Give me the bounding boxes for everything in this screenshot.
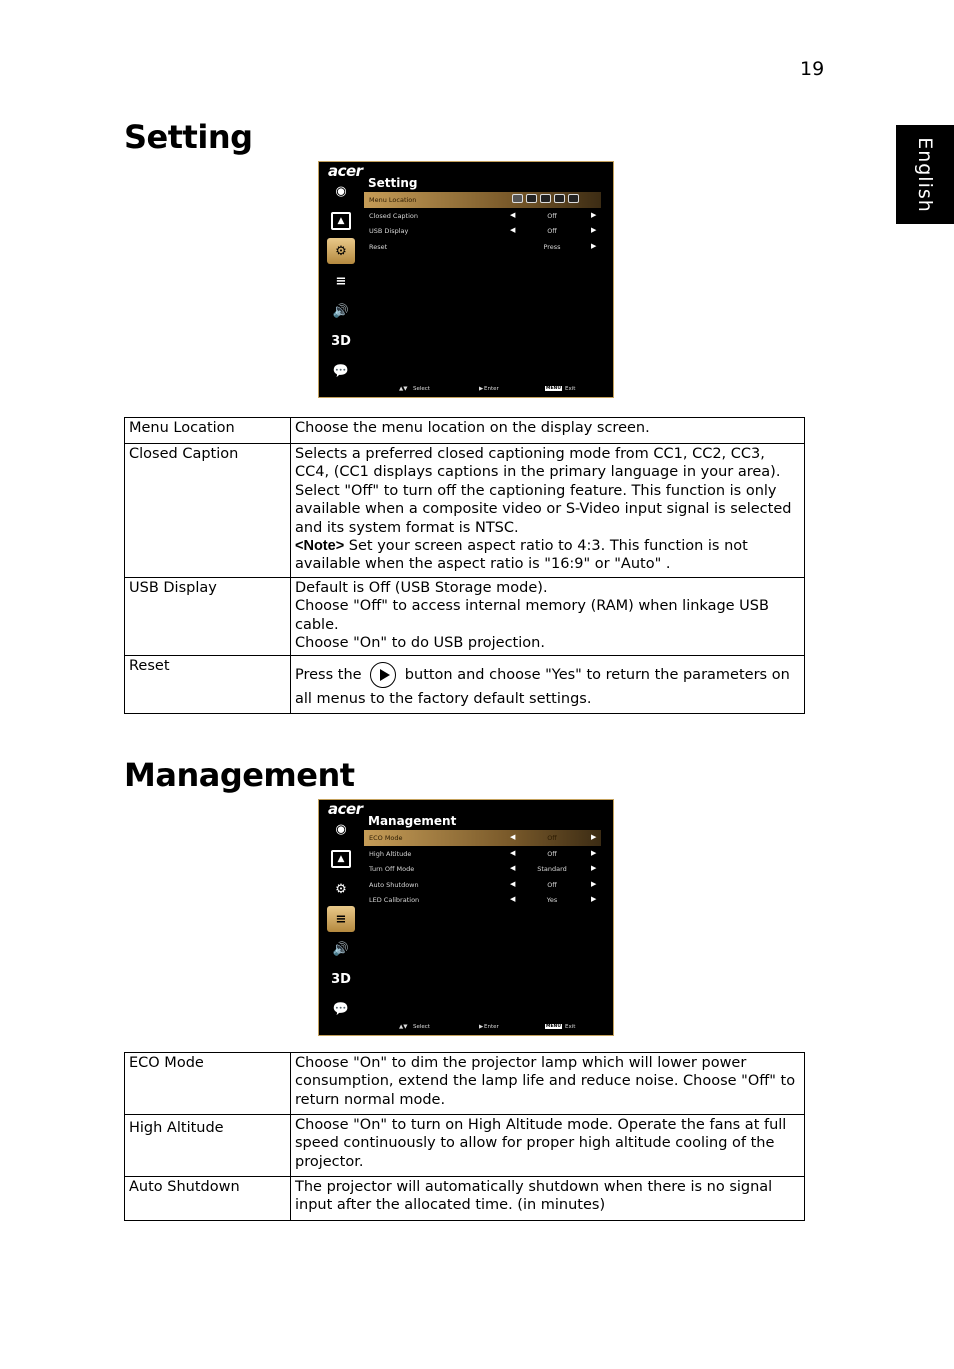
- acer-logo: acer: [328, 162, 363, 180]
- management-heading: Management: [124, 756, 355, 794]
- arrow-right-icon: ▶: [591, 864, 597, 872]
- arrow-left-icon: ◀: [510, 226, 516, 234]
- up-down-arrows-icon: ▲▼: [399, 386, 408, 392]
- osd-row-closed-caption: [364, 208, 601, 224]
- description-text: Selects a preferred closed captioning mode from CC1, CC2, CC3, CC4, (CC1 displays captions in the primary language in your area). Select "Off" to turn off the captioning feature. This function is only available when a composite video or S-Video input signal is selected and its system format is NTSC.: [295, 446, 792, 536]
- arrow-left-icon: ◀: [510, 848, 516, 857]
- footer-exit: Exit: [565, 386, 576, 392]
- acer-logo: acer: [328, 800, 363, 818]
- description-line: Default is Off (USB Storage mode).: [295, 579, 548, 596]
- enter-arrow-icon: ▶: [479, 1024, 484, 1030]
- footer-select: Select: [413, 1024, 430, 1030]
- footer-select: Select: [413, 386, 430, 392]
- table-cell-description: The projector will automatically shutdown when there is no signal input after the allocated time. (in minutes): [291, 1177, 805, 1221]
- description-text: button and choose "Yes" to return the parameters on all menus to the factory default settings.: [295, 667, 790, 708]
- osd-row-value: Yes: [546, 896, 558, 904]
- color-palette-icon: ◉: [335, 183, 347, 199]
- 3d-icon: 3D: [331, 333, 351, 349]
- table-row: [125, 1115, 805, 1177]
- table-row: [125, 1177, 805, 1221]
- image-icon: ▲: [327, 846, 355, 872]
- footer-exit: Exit: [565, 1024, 576, 1030]
- osd-row-usb-display: [364, 223, 601, 239]
- management-icon: ≡: [327, 906, 355, 932]
- 3d-icon: 3D: [331, 971, 351, 987]
- management-osd-screenshot: [318, 799, 614, 1036]
- osd-row-eco-mode: [364, 830, 601, 846]
- table-row: [125, 577, 805, 656]
- arrow-right-icon: ▶: [591, 848, 597, 857]
- table-cell-description: Choose "On" to turn on High Altitude mode. Operate the fans at full speed continuously to allow for proper high altitude cooling of the projector.: [291, 1115, 805, 1177]
- osd-row-value: Off: [547, 834, 557, 842]
- note-label: <Note>: [295, 538, 345, 555]
- osd-row-value: Press: [543, 242, 561, 251]
- table-cell-item: Auto Shutdown: [125, 1177, 291, 1221]
- description-line: Choose "Off" to access internal memory (RAM) when linkage USB cable.: [295, 598, 769, 633]
- table-cell-description: [291, 656, 805, 714]
- osd-row-led-calibration: [364, 892, 601, 908]
- table-cell-item: USB Display: [125, 577, 291, 656]
- osd-row-value: Off: [547, 880, 557, 889]
- osd-row-label: Turn Off Mode: [369, 865, 415, 873]
- arrow-right-icon: ▶: [591, 833, 597, 841]
- osd-row-auto-shutdown: [364, 877, 601, 893]
- osd-row-label: USB Display: [369, 227, 409, 235]
- management-table: [124, 1052, 805, 1221]
- osd-row-label: Menu Location: [369, 196, 417, 204]
- gear-icon: ⚙: [335, 881, 347, 897]
- management-icon: ≡: [335, 273, 347, 289]
- osd-row-label: High Altitude: [369, 849, 412, 858]
- arrow-right-icon: ▶: [591, 879, 597, 888]
- enter-arrow-icon: ▶: [479, 386, 484, 392]
- osd-row-high-altitude: [364, 846, 601, 862]
- table-cell-item: High Altitude: [125, 1115, 291, 1177]
- osd-row-value: Off: [547, 849, 557, 858]
- osd-title: Management: [368, 814, 457, 828]
- osd-row-value: Off: [547, 211, 557, 220]
- arrow-right-icon: ▶: [591, 226, 597, 234]
- page-number: 19: [800, 58, 825, 80]
- osd-row-label: Closed Caption: [369, 211, 418, 220]
- arrow-right-icon: ▶: [591, 210, 597, 219]
- table-row: [125, 418, 805, 444]
- setting-osd-screenshot: [318, 161, 614, 398]
- osd-menu-list: [364, 830, 601, 908]
- osd-row-label: Reset: [369, 242, 388, 251]
- image-icon: ▲: [327, 208, 355, 234]
- footer-enter: Enter: [484, 1024, 499, 1030]
- description-line: Choose "On" to do USB projection.: [295, 635, 545, 652]
- language-tab-label: English: [914, 136, 936, 213]
- note-text: Set your screen aspect ratio to 4:3. This function is not available when the aspect ratio is "16:9" or "Auto" .: [295, 538, 748, 573]
- gear-icon: ⚙: [327, 238, 355, 264]
- arrow-left-icon: ◀: [510, 879, 516, 888]
- osd-sidebar: [325, 816, 356, 1026]
- color-palette-icon: ◉: [335, 821, 347, 837]
- footer-enter: Enter: [484, 386, 499, 392]
- table-cell-item: ECO Mode: [125, 1053, 291, 1115]
- osd-row-label: LED Calibration: [369, 896, 420, 904]
- osd-row-value: Off: [547, 227, 557, 235]
- arrow-left-icon: ◀: [510, 210, 516, 219]
- table-cell-description: [291, 577, 805, 656]
- setting-heading: Setting: [124, 118, 253, 156]
- table-cell-item: Closed Caption: [125, 444, 291, 578]
- language-tab: [896, 125, 954, 224]
- osd-title: Setting: [368, 176, 418, 190]
- osd-row-label: ECO Mode: [369, 834, 403, 842]
- speaker-icon: 🔊: [332, 941, 350, 957]
- arrow-left-icon: ◀: [510, 864, 516, 872]
- osd-row-value: Standard: [537, 865, 567, 873]
- osd-menu-list: [364, 192, 601, 254]
- language-icon: 💬: [332, 363, 350, 379]
- table-cell-description: [291, 444, 805, 578]
- arrow-left-icon: ◀: [510, 833, 516, 841]
- speaker-icon: 🔊: [332, 303, 350, 319]
- table-cell-description: Choose "On" to dim the projector lamp which will lower power consumption, extend the lamp life and reduce noise. Choose "Off" to return normal mode.: [291, 1053, 805, 1115]
- play-button-icon: [370, 662, 396, 688]
- table-cell-item: Menu Location: [125, 418, 291, 444]
- arrow-right-icon: ▶: [591, 895, 597, 903]
- menu-location-options: [512, 194, 579, 203]
- osd-row-menu-location: [364, 192, 601, 208]
- table-row: [125, 1053, 805, 1115]
- osd-sidebar: [325, 178, 356, 388]
- table-cell-item: Reset: [125, 656, 291, 714]
- note-paragraph: [295, 537, 800, 574]
- table-cell-description: Choose the menu location on the display screen.: [291, 418, 805, 444]
- arrow-left-icon: ◀: [510, 895, 516, 903]
- osd-row-turn-off-mode: [364, 861, 601, 877]
- table-row: [125, 444, 805, 578]
- osd-row-reset: [364, 239, 601, 255]
- language-icon: 💬: [332, 1001, 350, 1017]
- menu-button-icon: MENU: [546, 386, 561, 391]
- up-down-arrows-icon: ▲▼: [399, 1024, 408, 1030]
- setting-table: [124, 417, 805, 714]
- description-text: Press the: [295, 667, 367, 684]
- table-row: [125, 656, 805, 714]
- osd-row-label: Auto Shutdown: [369, 880, 419, 889]
- menu-button-icon: MENU: [546, 1024, 561, 1029]
- arrow-right-icon: ▶: [591, 241, 597, 250]
